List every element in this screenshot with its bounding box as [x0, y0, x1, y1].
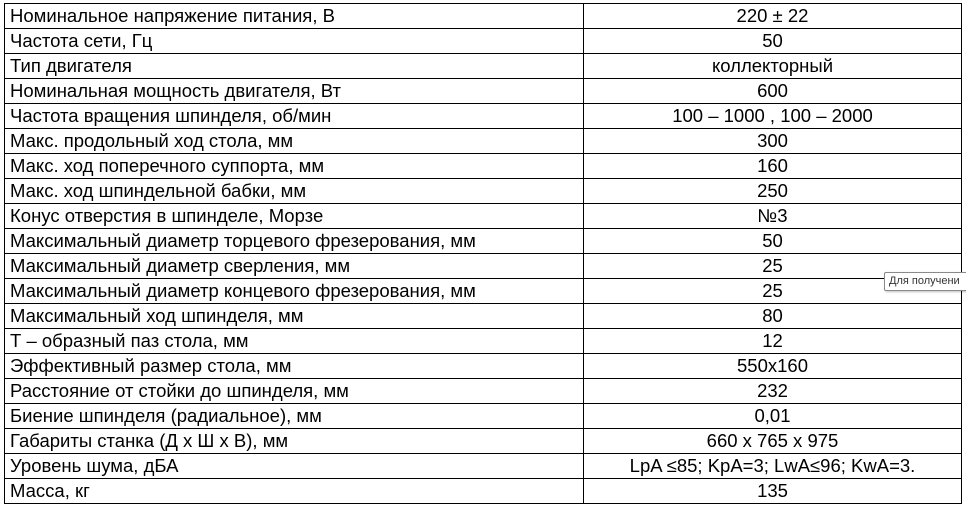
- spec-value: 250: [584, 179, 962, 204]
- table-row: [5, 29, 962, 54]
- spec-label: Расстояние от стойки до шпинделя, мм: [5, 379, 584, 404]
- spec-value: 160: [584, 154, 962, 179]
- spec-label: Эффективный размер стола, мм: [5, 354, 584, 379]
- spec-value: 220 ± 22: [584, 4, 962, 29]
- spec-value: 50: [584, 29, 962, 54]
- table-row: [5, 104, 962, 129]
- spec-value: 135: [584, 479, 962, 504]
- spec-label: Т – образный паз стола, мм: [5, 329, 584, 354]
- table-row: [5, 479, 962, 504]
- table-row: [5, 279, 962, 304]
- spec-label: Номинальное напряжение питания, В: [5, 4, 584, 29]
- spec-label: Конус отверстия в шпинделе, Морзе: [5, 204, 584, 229]
- table-row: [5, 229, 962, 254]
- table-row: [5, 454, 962, 479]
- spec-value: LpA ≤85; KpA=3; LwA≤96; KwA=3.: [584, 454, 962, 479]
- spec-label: Макс. ход шпиндельной бабки, мм: [5, 179, 584, 204]
- table-row: [5, 54, 962, 79]
- table-row: [5, 254, 962, 279]
- spec-value: 80: [584, 304, 962, 329]
- table-row: [5, 4, 962, 29]
- table-row: [5, 354, 962, 379]
- spec-value: 232: [584, 379, 962, 404]
- table-row: [5, 379, 962, 404]
- spec-label: Максимальный диаметр сверления, мм: [5, 254, 584, 279]
- spec-label: Максимальный ход шпинделя, мм: [5, 304, 584, 329]
- table-row: [5, 179, 962, 204]
- spec-label: Габариты станка (Д х Ш х В), мм: [5, 429, 584, 454]
- spec-label: Частота вращения шпинделя, об/мин: [5, 104, 584, 129]
- table-row: [5, 429, 962, 454]
- table-row: [5, 79, 962, 104]
- spec-value: 25: [584, 254, 962, 279]
- table-row: [5, 204, 962, 229]
- table-row: [5, 404, 962, 429]
- table-row: [5, 329, 962, 354]
- spec-value: 550х160: [584, 354, 962, 379]
- spec-value: 100 – 1000 , 100 – 2000: [584, 104, 962, 129]
- spec-value: 50: [584, 229, 962, 254]
- spec-label: Частота сети, Гц: [5, 29, 584, 54]
- spec-label: Максимальный диаметр концевого фрезерования, мм: [5, 279, 584, 304]
- tooltip: Для получени: [884, 272, 966, 291]
- spec-value: 600: [584, 79, 962, 104]
- spec-label: Тип двигателя: [5, 54, 584, 79]
- spec-value: 0,01: [584, 404, 962, 429]
- spec-label: Максимальный диаметр торцевого фрезерования, мм: [5, 229, 584, 254]
- table-row: [5, 129, 962, 154]
- spec-value: 660 х 765 х 975: [584, 429, 962, 454]
- spec-value: коллекторный: [584, 54, 962, 79]
- spec-value: 25: [584, 279, 962, 304]
- spec-label: Биение шпинделя (радиальное), мм: [5, 404, 584, 429]
- spec-value: 12: [584, 329, 962, 354]
- table-row: [5, 154, 962, 179]
- table-row: [5, 304, 962, 329]
- spec-table-body: [5, 4, 962, 504]
- spec-value: 300: [584, 129, 962, 154]
- spec-table: [4, 3, 962, 504]
- spec-label: Уровень шума, дБА: [5, 454, 584, 479]
- spec-value: №3: [584, 204, 962, 229]
- spec-label: Номинальная мощность двигателя, Вт: [5, 79, 584, 104]
- spec-label: Макс. ход поперечного суппорта, мм: [5, 154, 584, 179]
- spec-label: Масса, кг: [5, 479, 584, 504]
- spec-label: Макс. продольный ход стола, мм: [5, 129, 584, 154]
